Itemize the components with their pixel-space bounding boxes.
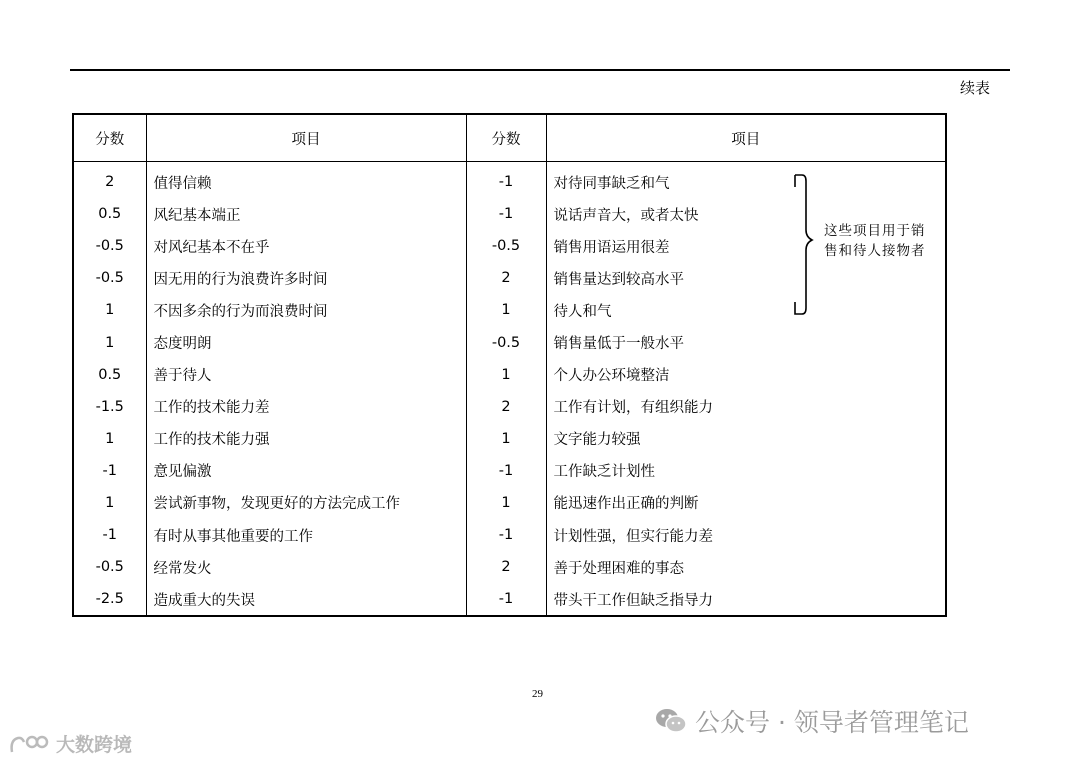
- score-cell: 2: [73, 162, 146, 199]
- item-cell: 意见偏激: [146, 455, 466, 487]
- score-cell: -1: [73, 455, 146, 487]
- item-cell: 风纪基本端正: [146, 198, 466, 230]
- column-header-item: 项目: [546, 114, 946, 162]
- annotation-line: 这些项目用于销: [824, 223, 926, 239]
- item-cell: 造成重大的失误: [146, 583, 466, 616]
- score-cell: 0.5: [73, 359, 146, 391]
- item-cell: 个人办公环境整洁: [546, 359, 946, 391]
- item-cell: 善于处理困难的事态: [546, 551, 946, 583]
- item-cell: 对待同事缺乏和气: [546, 162, 946, 199]
- item-cell: 工作的技术能力强: [146, 423, 466, 455]
- table-row: [73, 583, 946, 616]
- item-cell: 文字能力较强: [546, 423, 946, 455]
- column-header-item: 项目: [146, 114, 466, 162]
- score-cell: -2.5: [73, 583, 146, 616]
- item-cell: 有时从事其他重要的工作: [146, 519, 466, 551]
- continued-label: 续表: [960, 79, 991, 97]
- score-cell: -1: [466, 519, 546, 551]
- watermark-right: [655, 703, 969, 739]
- score-cell: -1: [73, 519, 146, 551]
- brand-logo-icon: [8, 732, 50, 756]
- item-cell: 态度明朗: [146, 326, 466, 358]
- score-cell: -0.5: [73, 551, 146, 583]
- score-cell: -1: [466, 455, 546, 487]
- annotation-note: [824, 221, 946, 261]
- score-cell: 2: [466, 262, 546, 294]
- score-cell: 1: [466, 487, 546, 519]
- column-header-score: 分数: [466, 114, 546, 162]
- score-cell: 0.5: [73, 198, 146, 230]
- item-cell: 经常发火: [146, 551, 466, 583]
- watermark-text: 大数跨境: [56, 734, 133, 756]
- score-cell: -1: [466, 162, 546, 199]
- score-cell: -0.5: [73, 262, 146, 294]
- page-number: 29: [532, 688, 543, 700]
- brace-icon: [793, 174, 823, 316]
- item-cell: 说话声音大，或者太快: [546, 198, 946, 230]
- item-cell: 待人和气: [546, 294, 946, 326]
- top-rule: [70, 69, 1010, 71]
- table-row: [73, 455, 946, 487]
- item-cell: 因无用的行为浪费许多时间: [146, 262, 466, 294]
- score-cell: 1: [466, 359, 546, 391]
- score-cell: 2: [466, 391, 546, 423]
- table-row: [73, 423, 946, 455]
- item-cell: 带头干工作但缺乏指导力: [546, 583, 946, 616]
- score-cell: -1: [466, 583, 546, 616]
- table-header-row: [73, 114, 946, 162]
- wechat-icon: [655, 707, 687, 735]
- table-row: [73, 326, 946, 358]
- score-cell: 1: [466, 423, 546, 455]
- score-cell: 1: [73, 326, 146, 358]
- column-header-score: 分数: [73, 114, 146, 162]
- item-cell: 能迅速作出正确的判断: [546, 487, 946, 519]
- table-row: [73, 487, 946, 519]
- table-row: [73, 359, 946, 391]
- score-cell: -0.5: [73, 230, 146, 262]
- item-cell: 值得信赖: [146, 162, 466, 199]
- score-cell: -1: [466, 198, 546, 230]
- item-cell: 工作有计划，有组织能力: [546, 391, 946, 423]
- score-cell: 1: [466, 294, 546, 326]
- item-cell: 善于待人: [146, 359, 466, 391]
- item-cell: 不因多余的行为而浪费时间: [146, 294, 466, 326]
- item-cell: 计划性强，但实行能力差: [546, 519, 946, 551]
- score-cell: 1: [73, 294, 146, 326]
- score-cell: 1: [73, 487, 146, 519]
- watermark-left: [8, 730, 132, 757]
- item-cell: 销售量低于一般水平: [546, 326, 946, 358]
- table-row: [73, 519, 946, 551]
- watermark-text: 公众号 · 领导者管理笔记: [695, 708, 969, 737]
- annotation-line: 售和待人接物者: [824, 243, 926, 259]
- item-cell: 工作缺乏计划性: [546, 455, 946, 487]
- score-cell: -0.5: [466, 230, 546, 262]
- score-cell: 1: [73, 423, 146, 455]
- score-cell: 2: [466, 551, 546, 583]
- item-cell: 尝试新事物，发现更好的方法完成工作: [146, 487, 466, 519]
- score-cell: -0.5: [466, 326, 546, 358]
- item-cell: 工作的技术能力差: [146, 391, 466, 423]
- item-cell: 销售用语运用很差: [546, 230, 946, 262]
- item-cell: 销售量达到较高水平: [546, 262, 946, 294]
- item-cell: 对风纪基本不在乎: [146, 230, 466, 262]
- score-cell: -1.5: [73, 391, 146, 423]
- table-row: [73, 551, 946, 583]
- table-row: [73, 391, 946, 423]
